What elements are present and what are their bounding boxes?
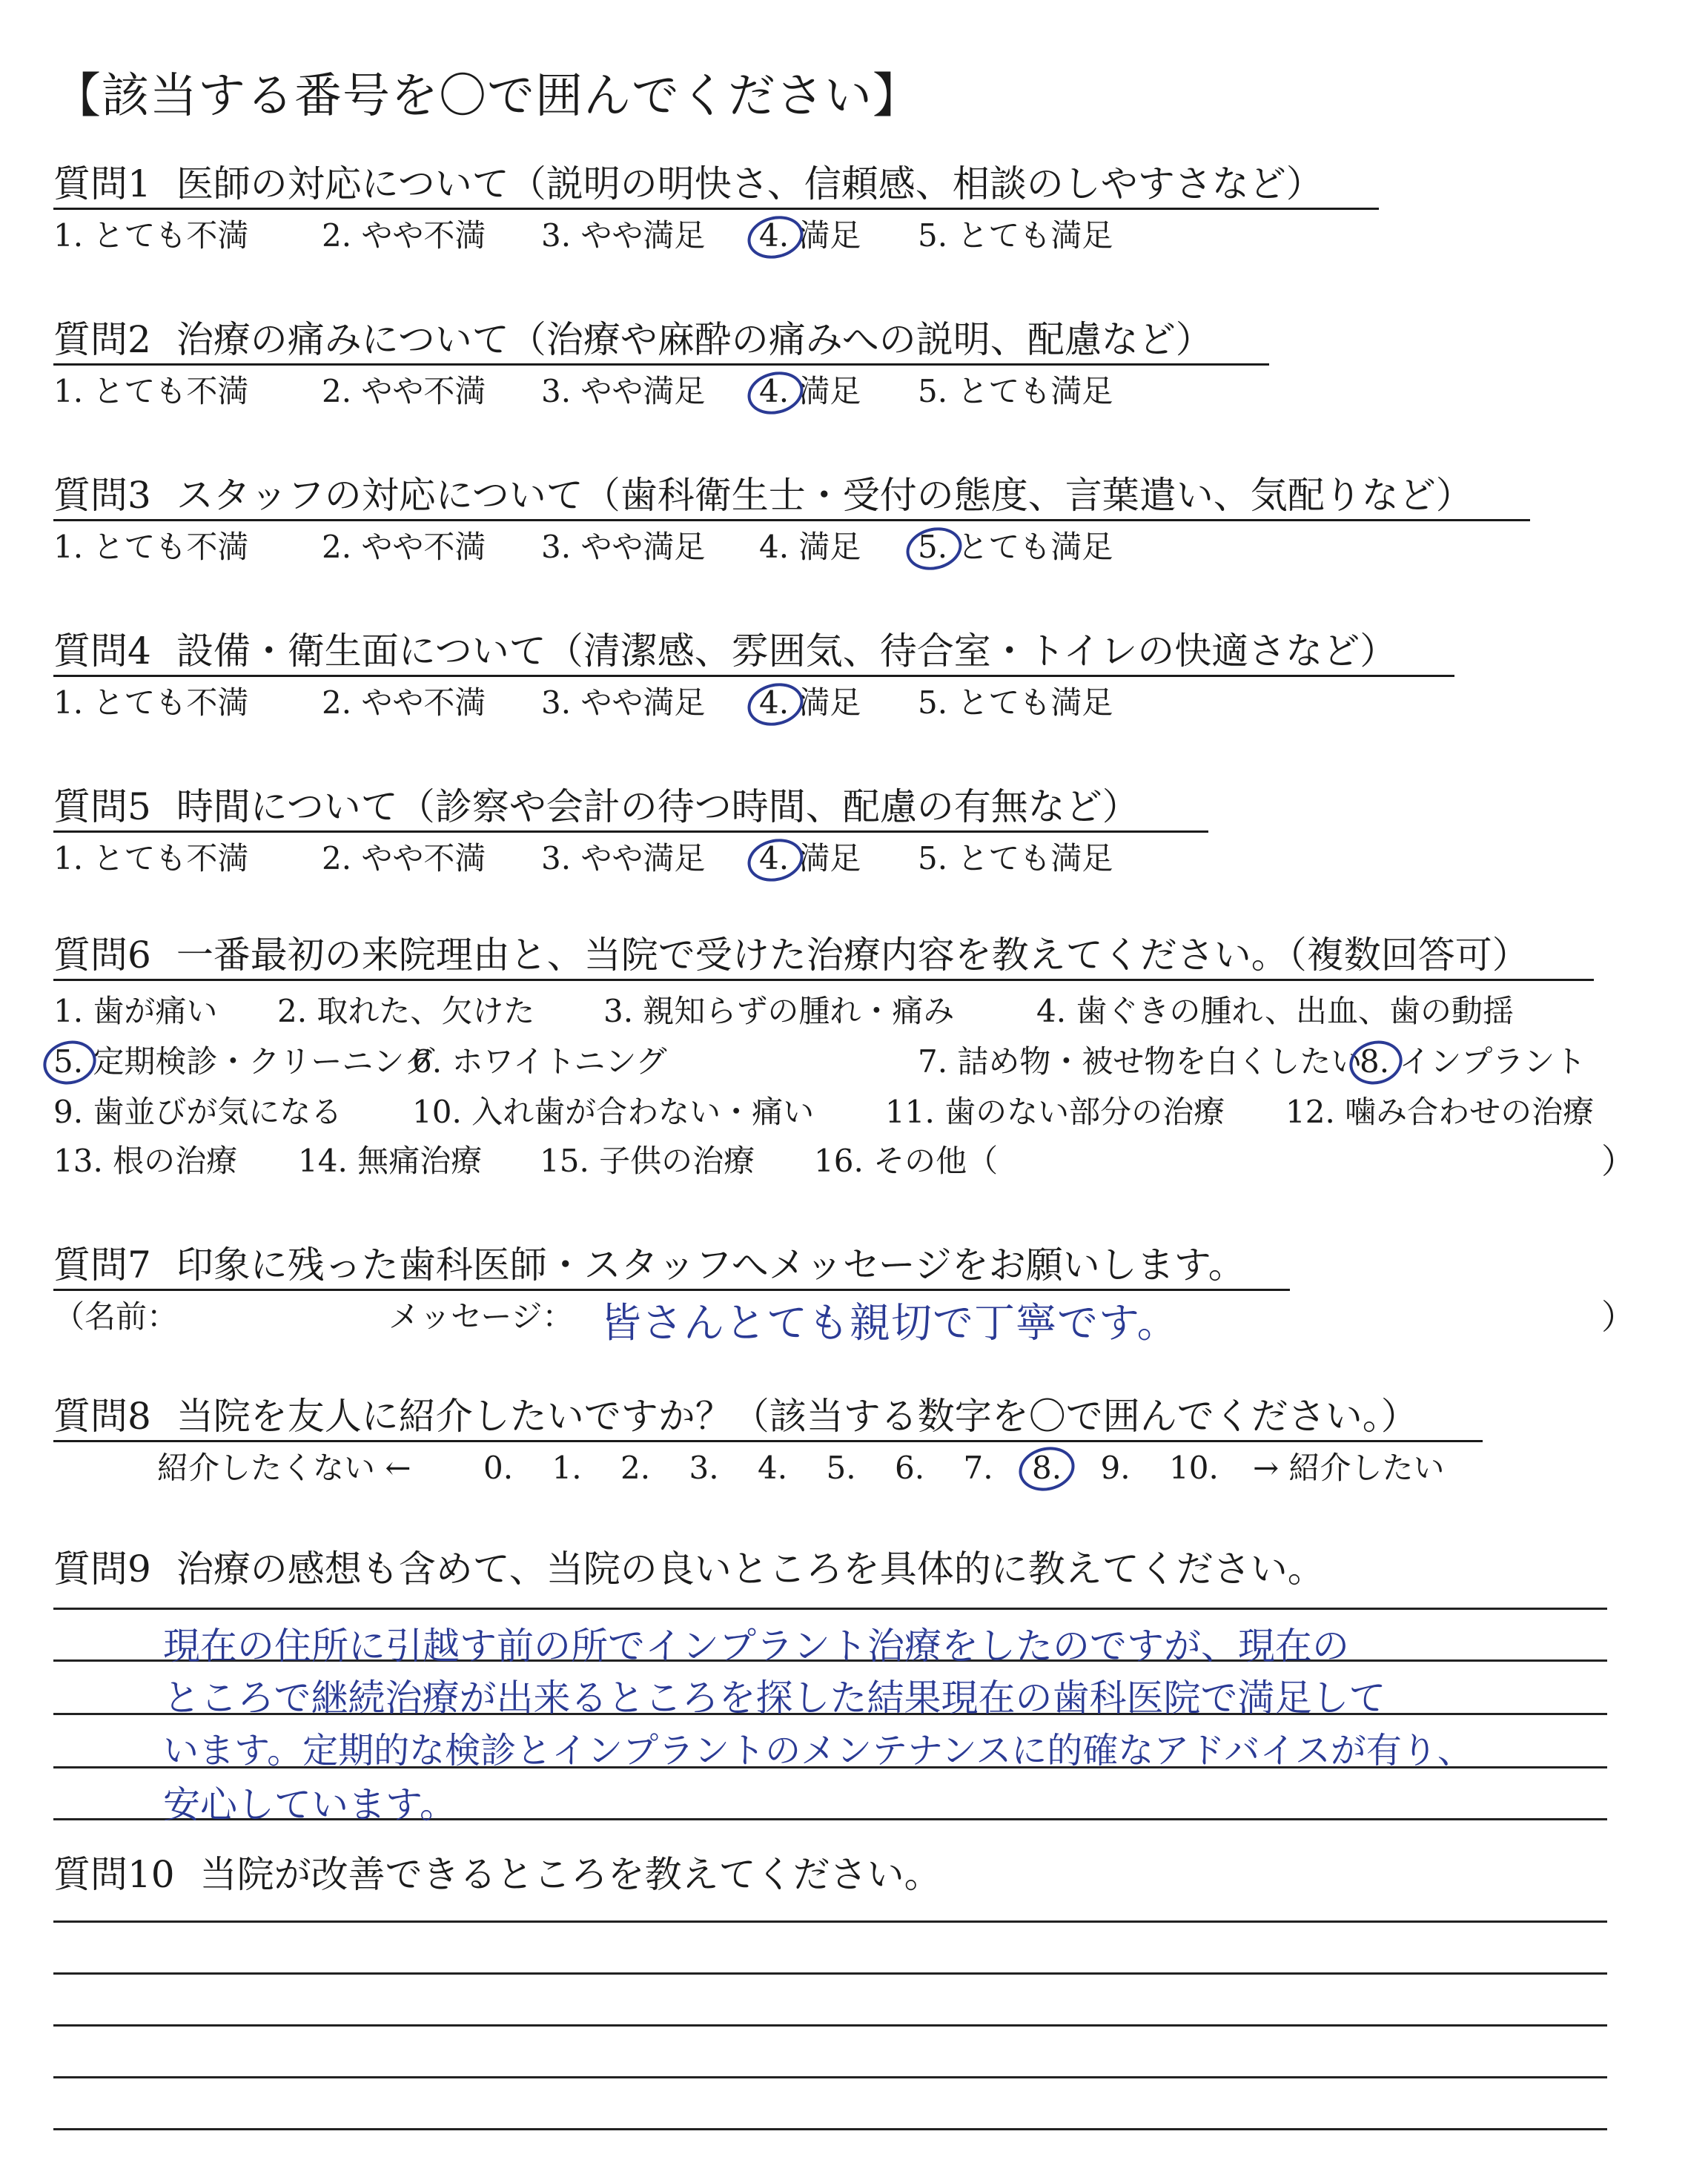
question-label: 質問3 [53, 474, 151, 517]
q6-underline [53, 979, 1594, 981]
rating-option[interactable]: 4. 満足 [759, 217, 861, 254]
q6-option[interactable]: 11. 歯のない部分の治療 [885, 1094, 1225, 1130]
question-text: 治療の痛みについて（治療や麻酔の痛みへの説明、配慮など） [176, 318, 1213, 361]
q6-text: 一番最初の来院理由と、当院で受けた治療内容を教えてください。（複数回答可） [176, 934, 1529, 977]
q10-write-line [53, 2076, 1607, 2078]
page-header: 【該当する番号を〇で囲んでください】 [53, 69, 921, 124]
q6-option[interactable]: 1. 歯が痛い [53, 993, 218, 1029]
q6-option[interactable]: 8. インプラント [1360, 1043, 1586, 1080]
rating-option[interactable]: 2. やや不満 [322, 529, 486, 565]
q8-scale-option[interactable]: 7. [963, 1450, 993, 1486]
q9-write-line [53, 1608, 1607, 1610]
rating-option[interactable]: 4. 満足 [759, 684, 861, 721]
question-title [53, 629, 1397, 673]
q10-title [53, 1852, 941, 1897]
question-text: スタッフの対応について（歯科衛生士・受付の態度、言葉遣い、気配りなど） [176, 474, 1473, 517]
q8-scale-option[interactable]: 1. [552, 1450, 582, 1486]
rating-option[interactable]: 3. やや満足 [541, 373, 706, 409]
question-underline [53, 208, 1379, 210]
q6-option[interactable]: 2. 取れた、欠けた [277, 993, 535, 1029]
q6-option[interactable]: 12. 噛み合わせの治療 [1285, 1094, 1595, 1130]
q10-label: 質問10 [53, 1853, 175, 1896]
q8-scale-option[interactable]: 3. [689, 1450, 719, 1486]
q7-title [53, 1243, 1245, 1287]
question-label: 質問4 [53, 630, 151, 673]
q8-title [53, 1394, 1418, 1439]
question-label: 質問1 [53, 162, 151, 205]
q8-right-label: → 紹介したい [1253, 1450, 1445, 1486]
rating-option[interactable]: 2. やや不満 [322, 684, 486, 721]
question-text: 設備・衛生面について（清潔感、雰囲気、待合室・トイレの快適さなど） [176, 630, 1397, 673]
rating-option[interactable]: 5. とても満足 [918, 529, 1113, 565]
question-text: 医師の対応について（説明の明快さ、信頼感、相談のしやすさなど） [176, 162, 1323, 205]
rating-option[interactable]: 1. とても不満 [53, 373, 249, 409]
question-underline [53, 519, 1530, 521]
q8-label: 質問8 [53, 1395, 151, 1438]
rating-option[interactable]: 5. とても満足 [918, 840, 1113, 876]
q7-message-label: メッセージ： [388, 1298, 574, 1335]
q6-option[interactable]: 15. 子供の治療 [540, 1143, 755, 1179]
question-underline [53, 830, 1208, 833]
q8-scale-option[interactable]: 10. [1169, 1450, 1219, 1486]
q9-text: 治療の感想も含めて、当院の良いところを具体的に教えてください。 [176, 1548, 1325, 1591]
question-title [53, 317, 1213, 362]
rating-option[interactable]: 3. やや満足 [541, 529, 706, 565]
q9-answer-line: います。定期的な検診とインプラントのメンテナンスに的確なアドバイスが有り、 [163, 1730, 1473, 1771]
rating-option[interactable]: 4. 満足 [759, 373, 861, 409]
rating-option[interactable]: 1. とても不満 [53, 840, 249, 876]
q10-write-line [53, 1920, 1607, 1923]
question-label: 質問5 [53, 785, 151, 828]
q6-option[interactable]: 3. 親知らずの腫れ・痛み [603, 993, 955, 1029]
q10-write-line [53, 2024, 1607, 2027]
rating-option[interactable]: 2. やや不満 [322, 373, 486, 409]
q8-scale-option[interactable]: 6. [895, 1450, 925, 1486]
q8-scale-option[interactable]: 8. [1032, 1450, 1062, 1486]
q8-scale-option[interactable]: 9. [1100, 1450, 1131, 1486]
rating-option[interactable]: 2. やや不満 [322, 217, 486, 254]
question-underline [53, 363, 1269, 366]
rating-option[interactable]: 5. とても満足 [918, 684, 1113, 721]
rating-option[interactable]: 5. とても満足 [918, 373, 1113, 409]
question-title [53, 162, 1323, 206]
rating-option[interactable]: 1. とても不満 [53, 217, 249, 254]
q6-option[interactable]: 7. 詰め物・被せ物を白くしたい [918, 1043, 1363, 1080]
rating-option[interactable]: 1. とても不満 [53, 684, 249, 721]
q9-label: 質問9 [53, 1548, 151, 1591]
q10-write-line [53, 1972, 1607, 1975]
q6-option[interactable]: 5. 定期検診・クリーニング [53, 1043, 435, 1080]
rating-option[interactable]: 2. やや不満 [322, 840, 486, 876]
question-underline [53, 675, 1454, 677]
q7-close-paren: ） [1601, 1297, 1635, 1337]
q7-label: 質問7 [53, 1244, 151, 1287]
q8-scale-option[interactable]: 2. [620, 1450, 651, 1486]
q8-underline [53, 1440, 1483, 1442]
q6-other-close: ） [1601, 1141, 1635, 1181]
q10-text: 当院が改善できるところを教えてください。 [199, 1853, 941, 1896]
q6-option[interactable]: 4. 歯ぐきの腫れ、出血、歯の動揺 [1036, 993, 1514, 1029]
q6-option[interactable]: 10. 入れ歯が合わない・痛い [412, 1094, 815, 1130]
rating-option[interactable]: 4. 満足 [759, 529, 861, 565]
q6-title [53, 933, 1529, 977]
question-text: 時間について（診察や会計の待つ時間、配慮の有無など） [176, 785, 1139, 828]
rating-option[interactable]: 4. 満足 [759, 840, 861, 876]
q8-text: 当院を友人に紹介したいですか？（該当する数字を〇で囲んでください。） [176, 1395, 1418, 1438]
q9-answer-line: ところで継続治療が出来るところを探した結果現在の歯科医院で満足して [163, 1677, 1386, 1720]
q9-answer-line: 安心しています。 [163, 1783, 457, 1826]
q6-label: 質問6 [53, 934, 151, 977]
question-title [53, 473, 1473, 518]
question-title [53, 785, 1139, 829]
q6-option[interactable]: 6. ホワイトニング [412, 1043, 667, 1080]
rating-option[interactable]: 3. やや満足 [541, 217, 706, 254]
rating-option[interactable]: 5. とても満足 [918, 217, 1113, 254]
q9-answer-line: 現在の住所に引越す前の所でインプラント治療をしたのですが、現在の [163, 1625, 1349, 1668]
selected-circle [1014, 1441, 1079, 1497]
question-label: 質問2 [53, 318, 151, 361]
q8-scale-option[interactable]: 5. [826, 1450, 856, 1486]
q6-option[interactable]: 13. 根の治療 [53, 1143, 238, 1179]
q8-scale-option[interactable]: 4. [758, 1450, 788, 1486]
q6-option[interactable]: 9. 歯並びが気になる [53, 1094, 342, 1130]
rating-option[interactable]: 1. とても不満 [53, 529, 249, 565]
q7-name-label: （名前： [53, 1298, 179, 1335]
q9-title [53, 1547, 1325, 1591]
q10-write-line [53, 2128, 1607, 2130]
q7-text: 印象に残った歯科医師・スタッフへメッセージをお願いします。 [176, 1244, 1245, 1287]
q6-option[interactable]: 16. その他（ [814, 1143, 999, 1179]
q8-scale-option[interactable]: 0. [483, 1450, 514, 1486]
q7-message-value[interactable]: 皆さんとても親切で丁寧です。 [600, 1299, 1179, 1347]
rating-option[interactable]: 3. やや満足 [541, 684, 706, 721]
q6-option[interactable]: 14. 無痛治療 [298, 1143, 483, 1179]
q8-left-label: 紹介したくない ← [157, 1450, 411, 1486]
rating-option[interactable]: 3. やや満足 [541, 840, 706, 876]
